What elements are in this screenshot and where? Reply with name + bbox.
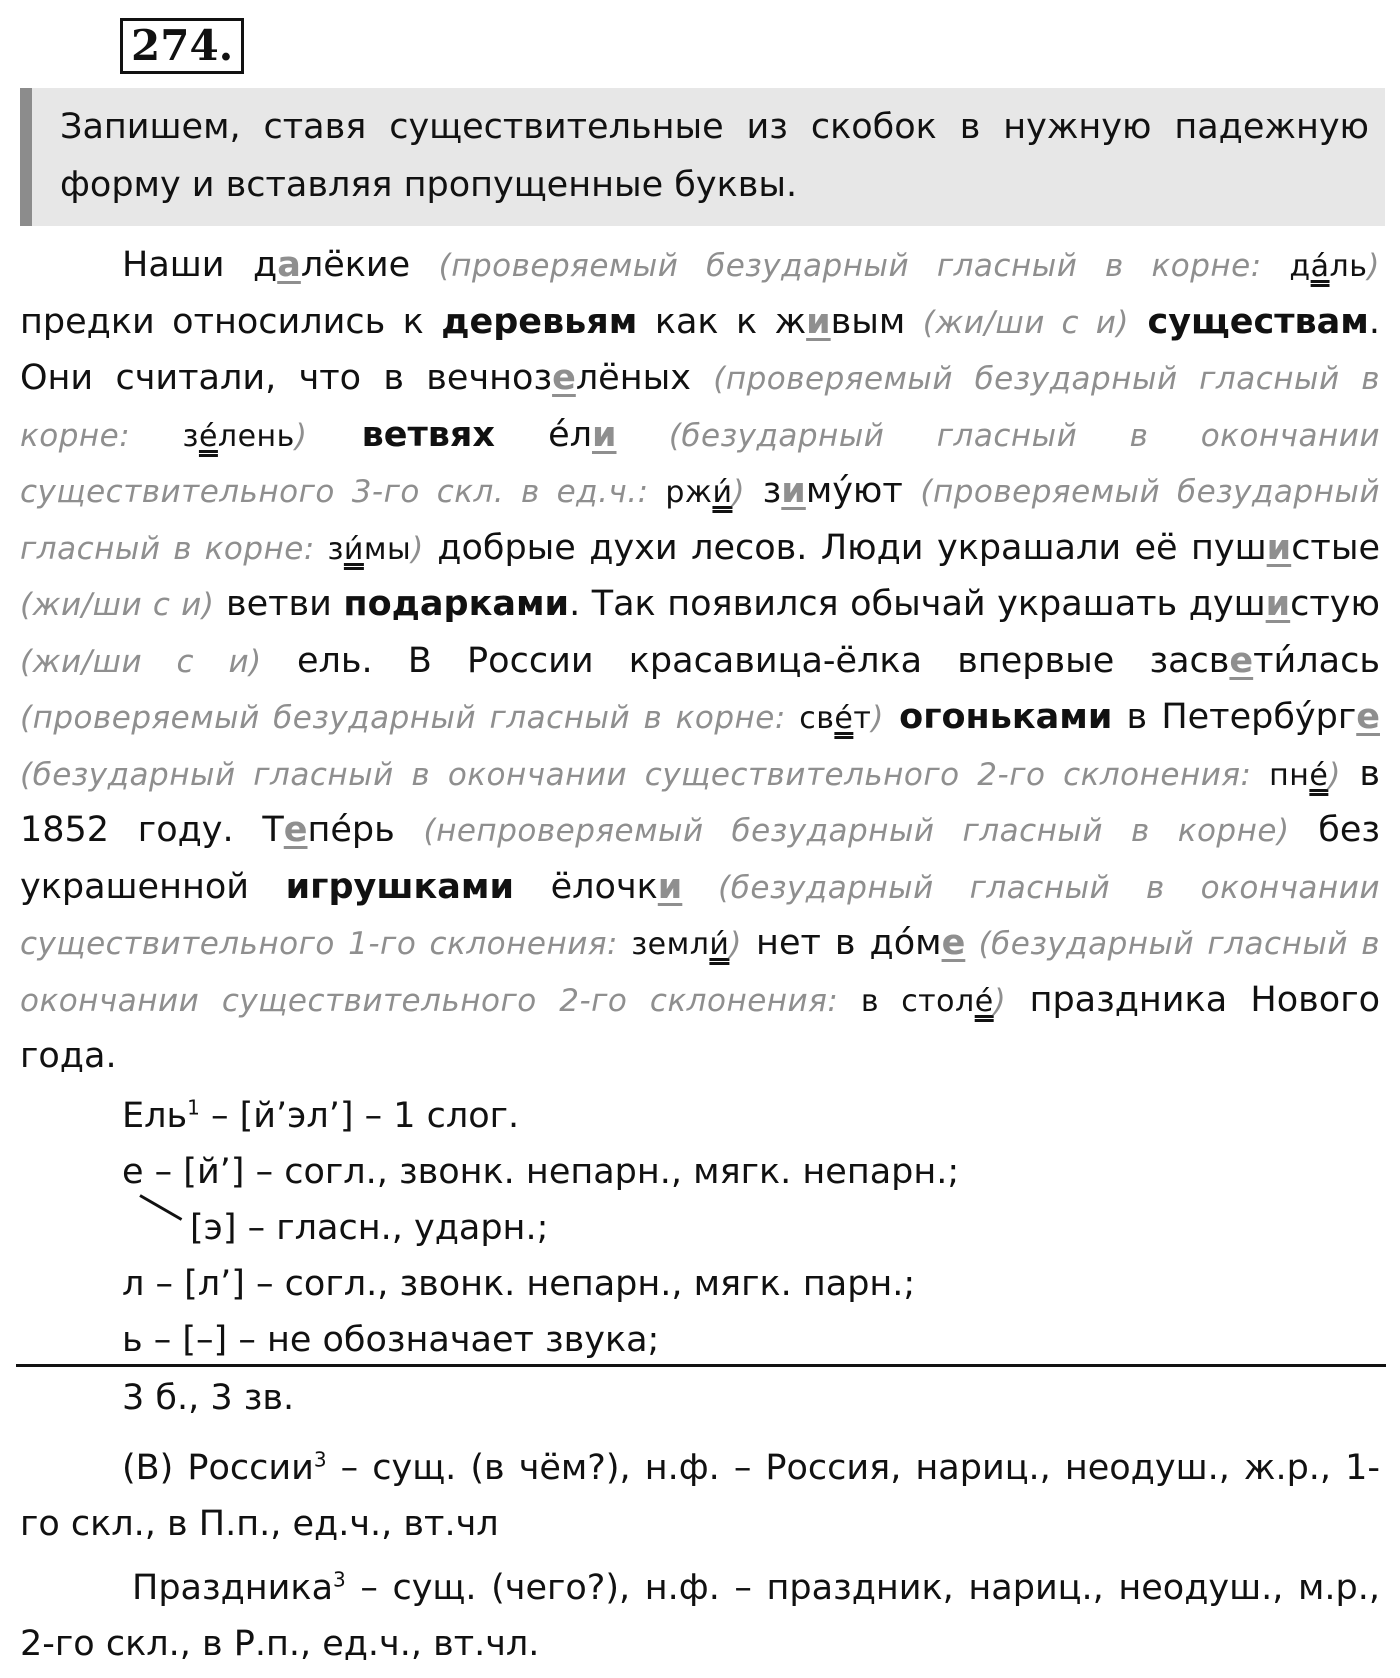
hint: (проверяемый безударный гласный в корне: зи́мы) bbox=[20, 474, 1380, 567]
hint: (безударный гласный в окончании существительного 2-го склонения: пне́) bbox=[20, 756, 1341, 793]
task-number: 274. bbox=[120, 18, 244, 74]
exercise-paragraph: Наши далёкие (проверяемый безударный гласный в корне: да́ль) предки относились к деревьям как к живым (жи/ши с и) существам. Они считали, что в вечнозелёных (проверяемый безударный гласный в корне: зе́лень) ветвях е́ли (безударный гласный в окончании существительного 3-го скл. в ед.ч.: ржи́) зиму́ют (проверяемый безударный гласный в корне: зи́мы) добрые духи лесов. Люди украшали её пушистые (жи/ши с и) ветви подарками. Так появился обычай украшать душистую (жи/ши с и) ель. В России красавица-ёлка впервые засвети́лась (проверяемый безударный гласный в корне: све́т) огоньками в Петербу́рге (безударный гласный в окончании существительного 2-го склонения: пне́) в 1852 году. Тепе́рь (непроверяемый безударный гласный в корне) без украшенной игрушками ёлочки (безударный гласный в окончании существительного 1-го склонения: земли́) нет в до́ме (безударный гласный в окончании существительного 2-го склонения: в столе́) праздника Нового года. bbox=[20, 245, 1381, 1076]
analysis-line: Ель$^1$ – [й’эл’] – 1 слог. bbox=[122, 1095, 520, 1136]
exercise-text bbox=[20, 238, 1380, 1085]
hint: (проверяемый безударный гласный в корне: све́т) bbox=[20, 700, 884, 736]
hint: (непроверяемый безударный гласный в корне) bbox=[423, 813, 1290, 849]
morph-analysis-2: Праздника$^3$ – сущ. (чего?), н.ф. – праздник, нариц., неодуш., м.р., 2-го скл., в Р.п., ед.ч., вт.чл. bbox=[20, 1567, 1380, 1664]
hint: (безударный гласный в окончании существительного 3-го скл. в ед.ч.: ржи́) bbox=[20, 417, 1381, 510]
analysis-line: [э] – гласн., ударн.; bbox=[190, 1208, 549, 1248]
hint: (безударный гласный в окончании существительного 1-го склонения: земли́) bbox=[20, 869, 1380, 962]
phonetic-analysis bbox=[122, 1088, 1322, 1368]
hint: (жи/ши с и) bbox=[20, 587, 215, 623]
instruction-banner bbox=[20, 88, 1385, 226]
analysis-line: е – [й’] – согл., звонк. непарн., мягк. непарн.; bbox=[122, 1152, 960, 1192]
instruction-text: Запишем, ставя существительные из скобок в нужную падежную форму и вставляя пропущенные буквы. bbox=[60, 107, 1369, 205]
divider-line bbox=[16, 1364, 1386, 1367]
analysis-line: ь – [–] – не обозначает звука; bbox=[122, 1320, 660, 1360]
hint: (безударный гласный в окончании существительного 2-го склонения: в столе́) bbox=[20, 926, 1380, 1019]
hint: (жи/ши с и) bbox=[20, 643, 262, 680]
hint: (жи/ши с и) bbox=[922, 304, 1129, 341]
letter-sound-total: 3 б., 3 зв. bbox=[122, 1378, 295, 1418]
analysis-line: л – [л’] – согл., звонк. непарн., мягк. парн.; bbox=[122, 1264, 916, 1304]
morph-analysis-1: (В) России$^3$ – сущ. (в чём?), н.ф. – Россия, нариц., неодуш., ж.р., 1-го скл., в П.п., ед.ч., вт.чл bbox=[20, 1447, 1380, 1544]
hint: (проверяемый безударный гласный в корне: да́ль) bbox=[438, 248, 1380, 284]
hint: (проверяемый безударный гласный в корне: зе́лень) bbox=[20, 361, 1380, 454]
